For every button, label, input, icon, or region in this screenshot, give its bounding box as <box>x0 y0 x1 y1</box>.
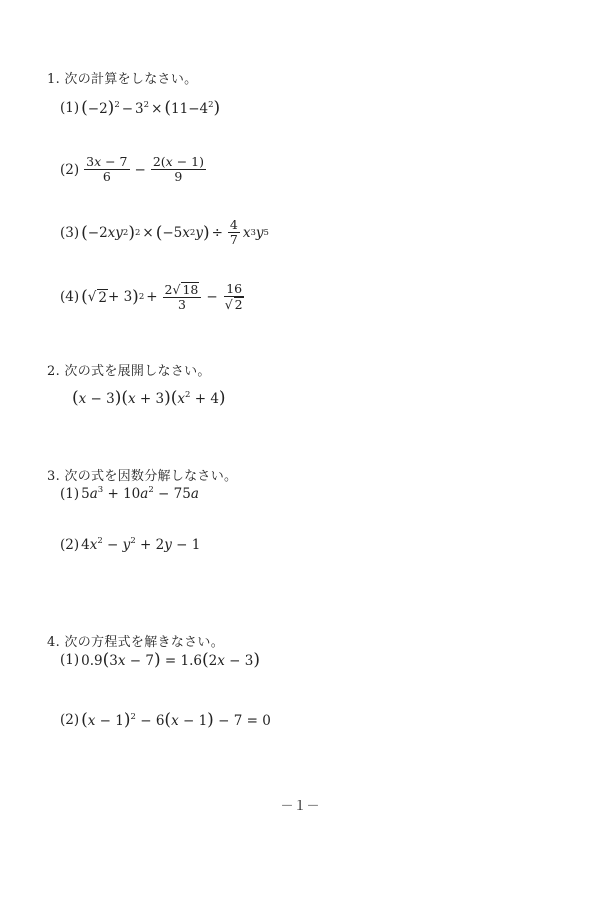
expression: $4x^2 - y^2 + 2y - 1$ <box>81 536 201 553</box>
expression: ( −2 xy 2 ) 2 × ( −5 x 2 y ) ÷ $\frac{4}{7}$ x 3 y 5 <box>81 217 269 248</box>
expression: ( √ 2 + 3 ) 2 + $\frac{2√ 18}{3}$ − $\frac{16}{√ 2}$ <box>81 281 243 313</box>
problem-label: (2) <box>60 712 80 728</box>
page-number: －１－ <box>280 799 320 814</box>
expression: $(x - 3)(x + 3)(x^2 + 4)$ <box>72 388 226 408</box>
expression: $(-2)^2 - 3^2 \times (11-4^2)$ <box>81 98 221 118</box>
problem-1-3 <box>60 218 269 248</box>
expression: 0.9(3x − 7) = 1.6(2x − 3) <box>81 650 260 670</box>
problem-label: (1) <box>60 100 80 116</box>
problem-label: (2) <box>60 161 80 178</box>
problem-2 <box>72 388 226 408</box>
question-1-heading: 1. 次の計算をしなさい。 <box>47 72 198 87</box>
question-4-heading: 4. 次の方程式を解きなさい。 <box>47 635 225 650</box>
problem-label: (1) <box>60 486 80 502</box>
expression: $(x - 1)^2 - 6(x - 1) - 7 = 0$ <box>81 710 271 730</box>
question-2-heading: 2. 次の式を展開しなさい。 <box>47 364 211 379</box>
problem-3-1 <box>60 486 199 502</box>
problem-4-2 <box>60 710 271 730</box>
problem-4-1 <box>60 650 260 670</box>
expression: $5a^3 + 10a^2 - 75a$ <box>81 485 199 502</box>
question-3-heading: 3. 次の式を因数分解しなさい。 <box>47 469 238 484</box>
problem-1-4 <box>60 282 249 313</box>
problem-1-1 <box>60 98 220 118</box>
problem-3-2 <box>60 537 200 553</box>
problem-label: (2) <box>60 537 80 553</box>
problem-label: (3) <box>60 224 80 241</box>
expression: 3x − 7 6 − $\frac{2(x - 1)}{9}$ <box>86 154 204 185</box>
problem-label: (1) <box>60 652 80 668</box>
problem-label: (4) <box>60 289 80 306</box>
problem-1-2 <box>60 155 209 185</box>
